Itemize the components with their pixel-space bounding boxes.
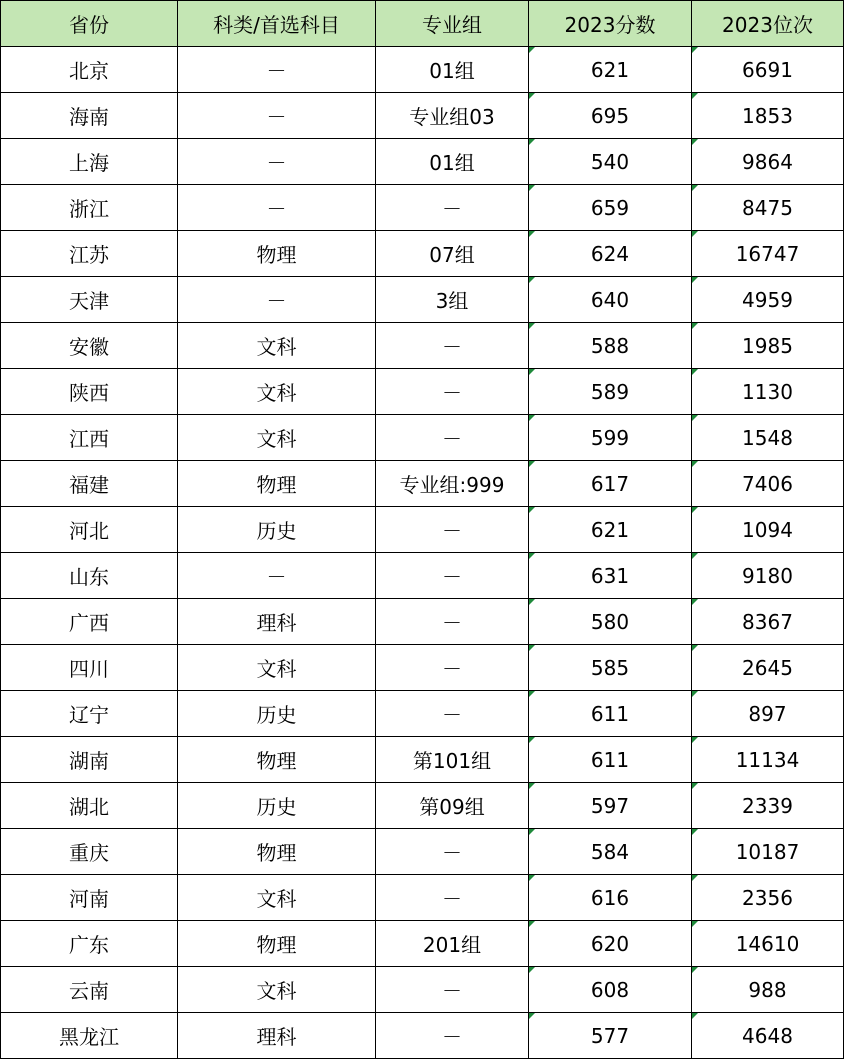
table-row [1, 967, 844, 1013]
score-cell: 611 [529, 737, 692, 783]
rank-cell: 1094 [692, 507, 844, 553]
province-cell: 海南 [1, 93, 178, 139]
subject-cell: 理科 [178, 599, 376, 645]
major-group-cell: － [376, 415, 529, 461]
rank-cell: 9864 [692, 139, 844, 185]
score-cell: 617 [529, 461, 692, 507]
score-cell: 695 [529, 93, 692, 139]
province-cell: 广东 [1, 921, 178, 967]
header-score-2023: 2023分数 [529, 1, 692, 47]
score-cell: 620 [529, 921, 692, 967]
header-rank-2023: 2023位次 [692, 1, 844, 47]
rank-cell: 8475 [692, 185, 844, 231]
table-row [1, 599, 844, 645]
score-cell: 631 [529, 553, 692, 599]
score-cell: 616 [529, 875, 692, 921]
score-cell: 599 [529, 415, 692, 461]
score-cell: 659 [529, 185, 692, 231]
province-cell: 陕西 [1, 369, 178, 415]
subject-cell: 理科 [178, 1013, 376, 1059]
rank-cell: 2339 [692, 783, 844, 829]
province-cell: 辽宁 [1, 691, 178, 737]
major-group-cell: 3组 [376, 277, 529, 323]
province-cell: 广西 [1, 599, 178, 645]
score-cell: 577 [529, 1013, 692, 1059]
table-row [1, 277, 844, 323]
score-cell: 580 [529, 599, 692, 645]
rank-cell: 7406 [692, 461, 844, 507]
province-cell: 四川 [1, 645, 178, 691]
rank-cell: 4959 [692, 277, 844, 323]
province-cell: 天津 [1, 277, 178, 323]
major-group-cell: － [376, 369, 529, 415]
subject-cell: － [178, 553, 376, 599]
major-group-cell: 201组 [376, 921, 529, 967]
province-cell: 浙江 [1, 185, 178, 231]
rank-cell: 11134 [692, 737, 844, 783]
table-row [1, 507, 844, 553]
subject-cell: 文科 [178, 967, 376, 1013]
major-group-cell: 专业组03 [376, 93, 529, 139]
province-cell: 江西 [1, 415, 178, 461]
rank-cell: 2356 [692, 875, 844, 921]
major-group-cell: － [376, 599, 529, 645]
subject-cell: 文科 [178, 875, 376, 921]
table-row [1, 645, 844, 691]
table-row [1, 139, 844, 185]
major-group-cell: － [376, 553, 529, 599]
header-subject: 科类/首选科目 [178, 1, 376, 47]
table-body [1, 47, 844, 1059]
subject-cell: － [178, 185, 376, 231]
score-cell: 621 [529, 507, 692, 553]
rank-cell: 4648 [692, 1013, 844, 1059]
major-group-cell: 01组 [376, 139, 529, 185]
rank-cell: 2645 [692, 645, 844, 691]
subject-cell: 文科 [178, 323, 376, 369]
province-cell: 山东 [1, 553, 178, 599]
table-row [1, 829, 844, 875]
table-row [1, 47, 844, 93]
major-group-cell: 07组 [376, 231, 529, 277]
rank-cell: 6691 [692, 47, 844, 93]
score-cell: 588 [529, 323, 692, 369]
subject-cell: 历史 [178, 507, 376, 553]
subject-cell: 文科 [178, 369, 376, 415]
table-row [1, 737, 844, 783]
province-cell: 福建 [1, 461, 178, 507]
score-cell: 640 [529, 277, 692, 323]
rank-cell: 10187 [692, 829, 844, 875]
province-cell: 河南 [1, 875, 178, 921]
major-group-cell: － [376, 1013, 529, 1059]
table-row [1, 1013, 844, 1059]
rank-cell: 1130 [692, 369, 844, 415]
table-header [1, 1, 844, 47]
province-cell: 河北 [1, 507, 178, 553]
province-cell: 江苏 [1, 231, 178, 277]
major-group-cell: 第101组 [376, 737, 529, 783]
table-row [1, 553, 844, 599]
score-cell: 584 [529, 829, 692, 875]
subject-cell: 历史 [178, 691, 376, 737]
table-row [1, 783, 844, 829]
rank-cell: 1985 [692, 323, 844, 369]
major-group-cell: 01组 [376, 47, 529, 93]
major-group-cell: － [376, 507, 529, 553]
table-row [1, 921, 844, 967]
major-group-cell: － [376, 829, 529, 875]
table-row [1, 93, 844, 139]
score-cell: 540 [529, 139, 692, 185]
table-row [1, 369, 844, 415]
major-group-cell: － [376, 185, 529, 231]
table-row [1, 875, 844, 921]
province-cell: 湖北 [1, 783, 178, 829]
subject-cell: 物理 [178, 737, 376, 783]
province-cell: 云南 [1, 967, 178, 1013]
province-cell: 北京 [1, 47, 178, 93]
table-row [1, 323, 844, 369]
rank-cell: 9180 [692, 553, 844, 599]
header-row [1, 1, 844, 47]
rank-cell: 1853 [692, 93, 844, 139]
subject-cell: 历史 [178, 783, 376, 829]
major-group-cell: － [376, 645, 529, 691]
table-row [1, 185, 844, 231]
table-row [1, 461, 844, 507]
province-cell: 湖南 [1, 737, 178, 783]
table-row [1, 691, 844, 737]
subject-cell: 文科 [178, 645, 376, 691]
province-cell: 黑龙江 [1, 1013, 178, 1059]
rank-cell: 988 [692, 967, 844, 1013]
major-group-cell: 专业组:999 [376, 461, 529, 507]
rank-cell: 897 [692, 691, 844, 737]
score-cell: 624 [529, 231, 692, 277]
province-cell: 上海 [1, 139, 178, 185]
table-row [1, 415, 844, 461]
subject-cell: 文科 [178, 415, 376, 461]
rank-cell: 1548 [692, 415, 844, 461]
subject-cell: 物理 [178, 829, 376, 875]
subject-cell: 物理 [178, 921, 376, 967]
score-cell: 611 [529, 691, 692, 737]
province-cell: 重庆 [1, 829, 178, 875]
score-cell: 621 [529, 47, 692, 93]
major-group-cell: － [376, 691, 529, 737]
score-cell: 608 [529, 967, 692, 1013]
header-province: 省份 [1, 1, 178, 47]
major-group-cell: 第09组 [376, 783, 529, 829]
major-group-cell: － [376, 967, 529, 1013]
major-group-cell: － [376, 875, 529, 921]
score-cell: 597 [529, 783, 692, 829]
rank-cell: 8367 [692, 599, 844, 645]
subject-cell: － [178, 47, 376, 93]
subject-cell: － [178, 139, 376, 185]
subject-cell: 物理 [178, 461, 376, 507]
subject-cell: 物理 [178, 231, 376, 277]
major-group-cell: － [376, 323, 529, 369]
subject-cell: － [178, 277, 376, 323]
subject-cell: － [178, 93, 376, 139]
rank-cell: 14610 [692, 921, 844, 967]
rank-cell: 16747 [692, 231, 844, 277]
header-major-group: 专业组 [376, 1, 529, 47]
score-cell: 589 [529, 369, 692, 415]
table-row [1, 231, 844, 277]
province-cell: 安徽 [1, 323, 178, 369]
score-cell: 585 [529, 645, 692, 691]
